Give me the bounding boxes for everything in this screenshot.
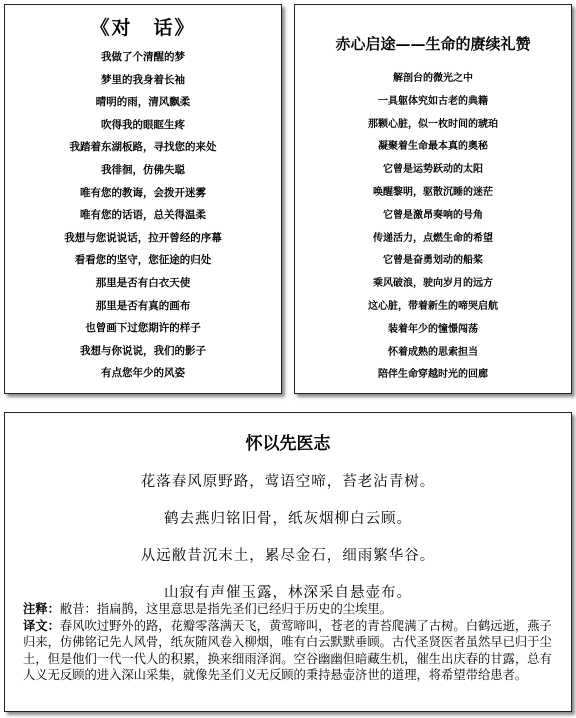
poem-line: 装着年少的憧憬闯荡 <box>388 323 478 335</box>
poem-lines <box>295 68 571 387</box>
poem-line: 乘风破浪，驶向岁月的远方 <box>373 278 493 290</box>
note-text: 敝昔：指扁鹊，这里意思是指先圣们已经归于历史的尘埃里。 <box>59 602 392 616</box>
poem-card-heart <box>294 4 572 394</box>
poem-line: 唤醒黎明，驱散沉睡的迷茫 <box>373 186 493 198</box>
poem-line: 那里是否有真的画布 <box>95 299 191 312</box>
poem-line: 怀着成熟的思索担当 <box>388 346 478 358</box>
poem-card-ci <box>4 412 572 712</box>
poem-line: 传递活力，点燃生命的希望 <box>373 232 493 244</box>
poem-line: 那颗心脏，似一枚时间的琥珀 <box>368 118 498 130</box>
poem-line: 它曾是奋勇划动的船桨 <box>383 255 483 267</box>
poem-line: 一具躯体究如古老的典籍 <box>378 95 488 107</box>
poem-line: 唯有您的话语，总关得温柔 <box>80 209 206 222</box>
poem-line: 鹤去燕归铭旧骨，纸灰烟柳白云顾。 <box>164 511 412 527</box>
poem-line: 解剖台的微光之中 <box>393 73 473 84</box>
poem-title: 《对 话》 <box>90 17 196 39</box>
poem-line: 看看您的坚守，您征途的归处 <box>74 254 212 267</box>
poem-line: 它曾是运势跃动的太阳 <box>383 164 483 176</box>
poem-line: 山寂有声催玉露，林深采自悬壶布。 <box>164 585 412 601</box>
poem-line: 那里是否有白衣天使 <box>95 276 191 289</box>
translation-text: 春风吹过野外的路，花瓣零落满天飞，黄莺啼叫，苍老的青苔爬满了古树。白鹤远逝，燕子归来，仿佛铭记先人风骨，纸灰随风卷入柳烟，唯有白云默默垂顾。古代圣贤医者虽然早已归于尘土，但是他们一代一代人的积累，换来细雨泽润。空谷幽幽但暗藏生机，催生出庆春的甘露，总有人义无反顾的进入深山采集，就像先圣们义无反顾的秉持悬壶济世的道理，将希望带给患者。 <box>23 618 552 683</box>
poem-line: 这心脏，带着新生的啼哭启航 <box>368 300 498 312</box>
poem-line: 凝聚着生命最本真的奥秘 <box>378 141 488 153</box>
poem-line: 有点您年少的风姿 <box>101 367 185 380</box>
poem-line: 晴明的雨，清风飘柔 <box>95 96 191 109</box>
poem-line: 我想与你说说，我们的影子 <box>80 344 206 357</box>
poem-line: 梦里的我身着长袖 <box>101 73 185 86</box>
poem-line: 我徘徊，仿佛失聪 <box>101 163 185 176</box>
poem-line: 它曾是激昂奏响的号角 <box>383 209 483 221</box>
poem-title: 赤心启途——生命的赓续礼赞 <box>335 35 531 53</box>
poem-lines <box>5 46 281 385</box>
poem-line: 陪伴生命穿越时光的回廊 <box>378 369 488 381</box>
note-paragraph <box>23 601 555 618</box>
poem-line: 也曾画下过您期许的样子 <box>85 322 201 335</box>
translation-paragraph <box>23 618 555 684</box>
poem-line: 我想与您说说话，拉开曾经的序幕 <box>64 231 222 244</box>
poem-card-dialogue <box>4 4 282 394</box>
note-label: 注释： <box>23 601 60 616</box>
poem-line: 我踏着东湖板路，寻找您的来处 <box>69 141 217 154</box>
poem-line: 我做了个清醒的梦 <box>101 51 185 63</box>
poem-line: 从远敝昔沉末土，累尽金石，细雨繁华谷。 <box>140 548 436 564</box>
poem-title: 怀以先医志 <box>245 434 331 454</box>
poem-line: 吹得我的眼眶生疼 <box>101 118 185 131</box>
poem-line: 唯有您的教诲，会拨开迷雾 <box>80 186 206 199</box>
annotation-block <box>23 601 555 684</box>
poem-line: 花落春风原野路，莺语空啼，苔老沾青树。 <box>140 474 436 490</box>
translation-label: 译文： <box>23 617 60 633</box>
poem-lines <box>5 464 571 612</box>
